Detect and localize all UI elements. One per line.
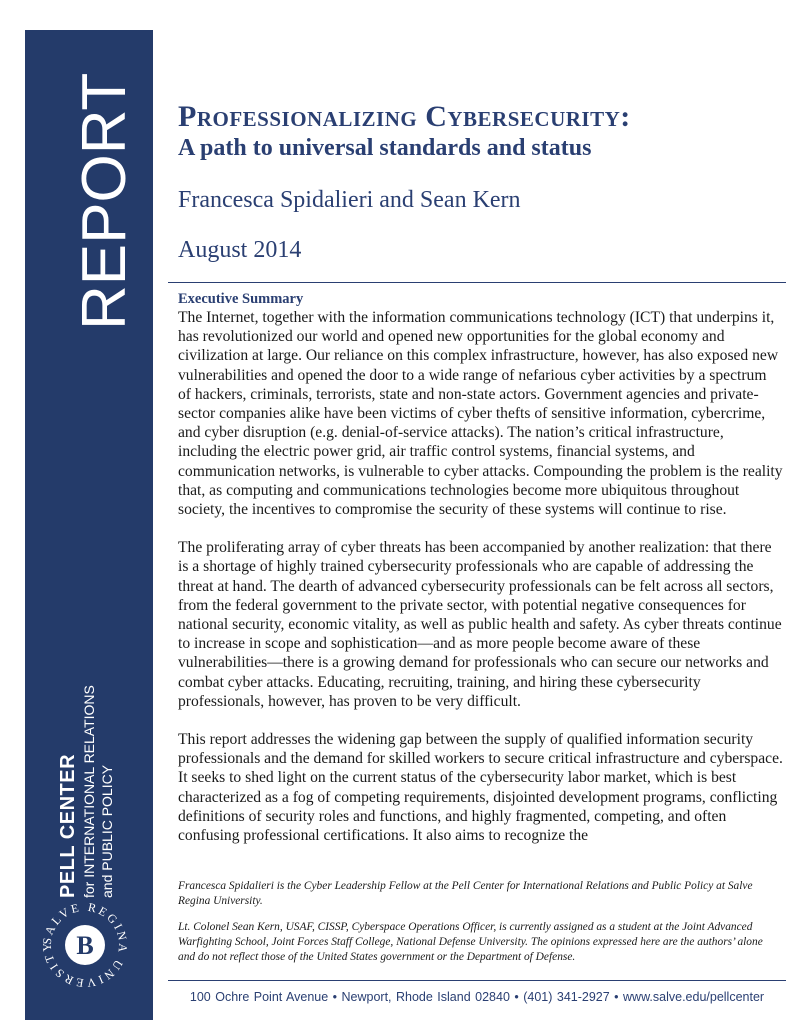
author-note: Lt. Colonel Sean Kern, USAF, CISSP, Cyberspace Operations Officer, is currently assigned as a student at the Joint Advanced Warfighting School, Joint Forces Staff College, National Defense University. The opinions expressed here are the authors’ alone and do not reflect those of the United States government or the Department of Defense. [178,921,763,963]
pell-center-line2: for INTERNATIONAL RELATIONS [81,685,97,898]
report-date: August 2014 [178,237,302,263]
seal-letter: B [76,931,94,960]
pell-center-line3: and PUBLIC POLICY [99,764,115,898]
author-notes [178,879,778,976]
report-title: Professionalizing Cybersecurity: [178,100,631,133]
report-authors: Francesca Spidalieri and Sean Kern [178,187,521,213]
summary-paragraph: The proliferating array of cyber threats has been accompanied by another realization: that there is a shortage of highly trained cybersecurity professionals who are capable of addressing the threat at hand. The dearth of advanced cybersecurity professionals can be felt across all sectors, from the federal government to the private sector, with potential negative consequences for national security, economic vitality, as well as public health and safety. As cyber threats continue to increase in scope and sophistication—and as more people become aware of these vulnerabilities—there is a growing demand for professionals who can secure our networks and combat cyber attacks. Educating, recruiting, training, and hiring these cybersecurity professionals, however, has proven to be very difficult. [178,539,782,710]
report-label: REPORT [70,72,139,330]
footer-divider [168,980,786,981]
summary-paragraph: The Internet, together with the information communications technology (ICT) that underpins it, has revolutionized our world and opened new opportunities for the global economy and civilization at large. Our reliance on this complex infrastructure, however, has also exposed new vulnerabilities and opened the door to a wide range of nefarious cyber activities by a spectrum of hackers, criminals, terrorists, state and non-state actors. Government agencies and private-sector companies alike have been victims of cyber thefts of sensitive information, cybercrime, and cyber disruption (e.g. denial-of-service attacks). The nation’s critical infrastructure, including the electric power grid, air traffic control systems, financial systems, and communication networks, is vulnerable to cyber attacks. Compounding the problem is the reality that, as computing and communications technologies become more ubiquitous throughout society, the incentives to compromise the security of these systems will continue to rise. [178,309,783,519]
report-label-wrap [70,60,140,330]
pell-center-line1: PELL CENTER [57,753,79,898]
author-note: Francesca Spidalieri is the Cyber Leadership Fellow at the Pell Center for International Relations and Public Policy at Salve Regina University. [178,880,753,907]
report-header [178,100,783,264]
footer-contact: 100 Ochre Point Avenue • Newport, Rhode Island 02840 • (401) 341-2927 • www.salve.edu/pellcenter [189,990,765,1004]
summary-paragraph: This report addresses the widening gap between the supply of qualified information security professionals and the demand for skilled workers to secure critical infrastructure and cyberspace. It seeks to shed light on the current status of the cybersecurity labor market, which is best characterized as a fog of competing requirements, disjointed development programs, conflicting definitions of security roles and functions, and highly fragmented, competing, and often confusing professional certifications. It also aims to recognize the [178,731,783,845]
pell-center-name [56,685,116,898]
summary-heading: Executive Summary [178,291,304,307]
header-divider [168,282,786,283]
salve-regina-seal-icon [40,900,130,990]
seal-ring-text: SALVE REGINA UNIVERSITY [40,900,130,990]
executive-summary [178,290,783,864]
report-subtitle: A path to universal standards and status [178,135,592,161]
